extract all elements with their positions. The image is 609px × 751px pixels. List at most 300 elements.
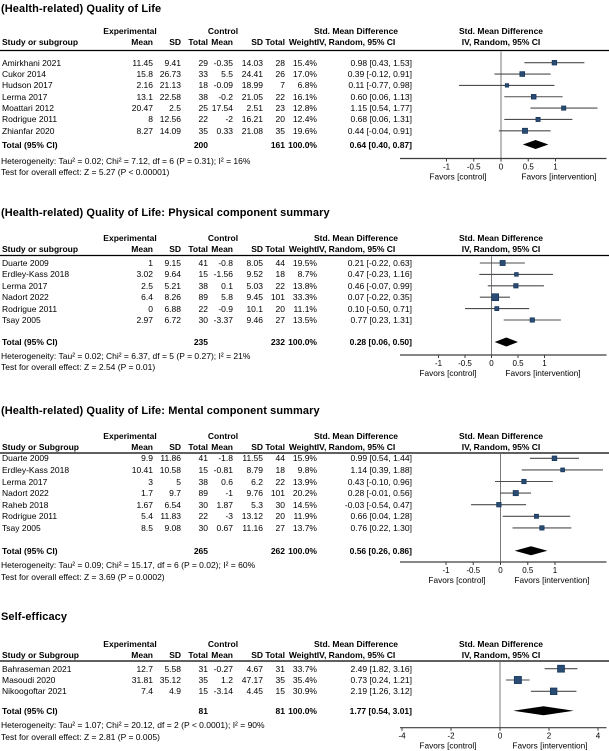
ctrl-total-cell: 20 (275, 114, 285, 125)
exp-mean-cell: 3.02 (136, 269, 153, 280)
total-label: Total (95% CI) (2, 337, 58, 347)
weight-cell: 33.7% (292, 663, 317, 674)
axis-tick-label: -2 (447, 731, 455, 741)
exp-mean-cell: 12.7 (136, 663, 153, 674)
heterogeneity-text: Heterogeneity: Tau² = 0.02; Chi² = 7.12, df = 6 (P = 0.31); I² = 16% (1, 155, 251, 166)
weight-cell: 33.3% (292, 292, 317, 303)
exp-mean-cell: 31.81 (131, 675, 153, 685)
smd-ci-cell: 2.49 [1.82, 3.16] (350, 663, 412, 674)
weight-cell: 14.5% (292, 499, 317, 510)
sd-header: SD (169, 37, 181, 47)
mean-header: Mean (131, 244, 153, 254)
ctrl-total-cell: 28 (275, 57, 285, 68)
total-header: Total (265, 650, 285, 660)
sd-header: SD (251, 244, 263, 254)
ctrl-total-cell: 18 (275, 269, 285, 280)
exp-total-cell: 15 (198, 686, 208, 697)
mean-header: Mean (211, 37, 233, 47)
effect-square (500, 260, 505, 265)
effect-square (530, 318, 534, 322)
ctrl-sd-cell: 47.17 (241, 675, 263, 685)
ctrl-mean-cell: -0.81 (213, 464, 233, 475)
ctrl-total-cell: 44 (275, 453, 285, 464)
study-name: Tsay 2005 (2, 522, 41, 533)
weight-cell: 19.6% (292, 125, 317, 136)
weight-cell: 11.9% (293, 511, 317, 522)
total-ctrl-total: 81 (275, 705, 285, 716)
weight-cell: 9.8% (297, 464, 317, 475)
heterogeneity-text: Heterogeneity: Tau² = 0.09; Chi² = 15.17, df = 6 (P = 0.02); I² = 60% (1, 560, 256, 570)
study-name: Duarte 2009 (2, 258, 49, 268)
ctrl-total-cell: 101 (270, 292, 285, 303)
exp-sd-cell: 6.72 (164, 315, 181, 325)
smd-ci-cell: 0.46 [-0.07, 0.99] (347, 280, 412, 291)
smd-ci-cell: 1.15 [0.54, 1.77] (350, 103, 412, 114)
total-label: Total (95% CI) (2, 545, 58, 556)
exp-mean-cell: 2.16 (136, 80, 153, 91)
study-name: Nadort 2022 (2, 488, 49, 499)
method-header: IV, Random, 95% CI (316, 244, 396, 254)
effect-square (505, 84, 508, 87)
exp-mean-cell: 0 (148, 303, 153, 314)
method-header: IV, Random, 95% CI (316, 37, 396, 47)
ctrl-total-cell: 22 (275, 91, 285, 102)
ctrl-sd-cell: 9.46 (246, 315, 263, 325)
total-weight: 100.0% (288, 545, 317, 556)
ctrl-sd-cell: 16.21 (241, 114, 263, 125)
ctrl-sd-cell: 24.41 (241, 69, 263, 80)
axis-tick-label: -0.5 (466, 162, 481, 172)
ctrl-total-cell: 22 (275, 476, 285, 487)
ctrl-sd-cell: 2.51 (246, 103, 263, 114)
mean-header: Mean (131, 650, 153, 660)
study-name: Lerma 2017 (2, 280, 48, 291)
total-weight: 100.0% (288, 139, 317, 150)
mean-header: Mean (211, 244, 233, 254)
ctrl-mean-cell: 17.54 (211, 103, 233, 114)
ctrl-total-cell: 7 (280, 80, 285, 91)
favors-right-label: Favors [intervention] (512, 740, 588, 751)
exp-total-cell: 38 (198, 280, 208, 291)
overall-test-text: Test for overall effect: Z = 2.81 (P = 0.005) (1, 732, 160, 743)
ctrl-mean-cell: -0.35 (213, 57, 233, 68)
weight-cell: 8.7% (297, 269, 317, 280)
weight-header: Weight (288, 442, 317, 452)
exp-total-cell: 33 (198, 69, 208, 80)
exp-total-cell: 31 (198, 663, 208, 674)
panel-title: (Health-related) Quality of Life: Physical component summary (1, 207, 330, 219)
exp-total-cell: 89 (198, 292, 208, 303)
plot-title-line1: Std. Mean Difference (458, 431, 544, 441)
exp-mean-cell: 11.45 (132, 57, 153, 68)
weight-cell: 11.1% (293, 303, 317, 314)
study-name: Cukor 2014 (2, 69, 46, 80)
ctrl-mean-cell: 0.1 (221, 280, 233, 291)
smd-column-header: Std. Mean Difference (313, 233, 399, 243)
mean-header: Mean (211, 442, 233, 452)
exp-sd-cell: 6.54 (164, 499, 181, 510)
smd-ci-cell: 0.07 [-0.22, 0.35] (347, 292, 412, 303)
smd-ci-cell: 0.68 [0.06, 1.31] (350, 114, 412, 125)
effect-square (534, 514, 538, 518)
smd-ci-cell: -0.03 [-0.54, 0.47] (344, 499, 412, 510)
exp-mean-cell: 2.97 (136, 315, 153, 325)
exp-total-cell: 89 (198, 488, 208, 499)
ctrl-mean-cell: 0.67 (216, 522, 233, 533)
ctrl-total-cell: 18 (275, 464, 285, 475)
ctrl-sd-cell: 10.1 (246, 303, 263, 314)
weight-cell: 13.8% (292, 280, 317, 291)
ctrl-total-cell: 30 (275, 499, 285, 510)
smd-ci-cell: 0.66 [0.04, 1.28] (350, 511, 412, 522)
exp-total-cell: 18 (198, 80, 208, 91)
weight-header: Weight (288, 650, 317, 660)
total-header: Total (265, 244, 285, 254)
ctrl-total-cell: 35 (275, 675, 285, 685)
total-exp-total: 235 (193, 337, 208, 347)
axis-tick-label: 0 (489, 359, 494, 368)
study-name: Moattari 2012 (2, 103, 54, 114)
exp-mean-cell: 6.4 (141, 292, 153, 303)
effect-square (522, 128, 527, 133)
total-weight: 100.0% (288, 705, 317, 716)
control-group-header: Control (207, 233, 239, 243)
smd-ci-cell: 0.73 [0.24, 1.21] (350, 675, 412, 685)
weight-cell: 15.4% (292, 57, 317, 68)
ctrl-mean-cell: -0.09 (213, 80, 233, 91)
effect-square (531, 94, 536, 99)
total-label: Total (95% CI) (2, 139, 58, 150)
smd-ci-cell: 0.99 [0.54, 1.44] (350, 453, 412, 464)
ctrl-sd-cell: 6.2 (251, 476, 263, 487)
smd-ci-cell: 0.76 [0.22, 1.30] (350, 522, 412, 533)
ctrl-total-cell: 23 (275, 103, 285, 114)
ctrl-sd-cell: 8.79 (246, 464, 263, 475)
smd-ci-cell: 0.60 [0.06, 1.13] (350, 91, 412, 102)
smd-column-header: Std. Mean Difference (313, 431, 399, 441)
exp-total-cell: 35 (198, 125, 208, 136)
total-header: Total (188, 650, 208, 660)
exp-mean-cell: 1.7 (141, 488, 153, 499)
exp-total-cell: 22 (198, 303, 208, 314)
favors-left-label: Favors [control] (429, 171, 487, 182)
ctrl-sd-cell: 9.76 (246, 488, 263, 499)
axis-tick-label: -4 (398, 731, 406, 741)
exp-sd-cell: 8.26 (164, 292, 181, 303)
ctrl-sd-cell: 21.08 (241, 125, 263, 136)
sd-header: SD (169, 650, 181, 660)
study-name: Nadort 2022 (2, 292, 49, 303)
ctrl-mean-cell: 1.87 (216, 499, 233, 510)
ctrl-mean-cell: 1.2 (221, 675, 233, 685)
total-ctrl-total: 161 (270, 139, 285, 150)
effect-square (495, 307, 499, 311)
exp-total-cell: 22 (198, 114, 208, 125)
panel-title: (Health-related) Quality of Life (1, 3, 162, 15)
exp-total-cell: 38 (198, 476, 208, 487)
smd-ci-cell: 0.98 [0.43, 1.53] (350, 57, 412, 68)
study-name: Erdley-Kass 2018 (2, 269, 70, 280)
total-exp-total: 200 (193, 139, 208, 150)
weight-cell: 16.1% (292, 91, 317, 102)
study-column-header: Study or subgroup (2, 244, 79, 254)
weight-cell: 6.8% (297, 80, 317, 91)
ctrl-mean-cell: -1.56 (213, 269, 233, 280)
exp-total-cell: 25 (198, 103, 208, 114)
weight-cell: 20.2% (292, 488, 317, 499)
ctrl-mean-cell: -1 (225, 488, 233, 499)
smd-ci-cell: 0.10 [-0.50, 0.71] (347, 303, 412, 314)
smd-ci-cell: 1.14 [0.39, 1.88] (350, 464, 412, 475)
weight-cell: 13.7% (292, 522, 317, 533)
effect-square (536, 117, 540, 121)
ctrl-sd-cell: 9.45 (246, 292, 263, 303)
ctrl-sd-cell: 14.03 (241, 57, 263, 68)
ctrl-sd-cell: 5.3 (251, 499, 263, 510)
pooled-diamond (515, 546, 548, 555)
mean-header: Mean (131, 37, 153, 47)
ctrl-total-cell: 22 (275, 280, 285, 291)
ctrl-mean-cell: 0.33 (216, 125, 233, 136)
total-header: Total (188, 244, 208, 254)
overall-test-text: Test for overall effect: Z = 2.54 (P = 0.01) (1, 362, 156, 372)
mean-header: Mean (131, 442, 153, 452)
ctrl-total-cell: 101 (270, 488, 285, 499)
exp-mean-cell: 8.5 (141, 522, 153, 533)
favors-right-label: Favors [intervention] (521, 171, 597, 182)
ctrl-sd-cell: 4.67 (246, 663, 263, 674)
ctrl-mean-cell: -0.8 (218, 258, 233, 268)
weight-cell: 12.4% (292, 114, 317, 125)
exp-mean-cell: 10.41 (131, 464, 153, 475)
exp-mean-cell: 20.47 (131, 103, 153, 114)
exp-total-cell: 22 (198, 511, 208, 522)
sd-header: SD (251, 442, 263, 452)
exp-sd-cell: 21.13 (159, 80, 181, 91)
experimental-group-header: Experimental (103, 233, 157, 243)
control-group-header: Control (207, 639, 239, 649)
experimental-group-header: Experimental (103, 26, 157, 36)
favors-left-label: Favors [control] (419, 368, 477, 378)
exp-sd-cell: 22.58 (159, 91, 181, 102)
plot-title-line2: IV, Random, 95% CI (461, 37, 541, 47)
study-name: Nikoogoftar 2021 (2, 686, 67, 697)
ctrl-sd-cell: 4.45 (246, 686, 263, 697)
ctrl-sd-cell: 11.55 (242, 453, 263, 464)
study-column-header: Study or Subgroup (2, 650, 79, 660)
effect-square (562, 106, 566, 110)
overall-test-text: Test for overall effect: Z = 5.27 (P < 0.00001) (1, 166, 170, 177)
plot-title-line1: Std. Mean Difference (458, 639, 544, 649)
total-header: Total (265, 37, 285, 47)
exp-mean-cell: 3 (148, 476, 153, 487)
smd-ci-cell: 0.28 [-0.01, 0.56] (347, 488, 412, 499)
exp-sd-cell: 9.64 (164, 269, 181, 280)
ctrl-total-cell: 20 (275, 303, 285, 314)
effect-square (513, 490, 518, 495)
exp-sd-cell: 14.09 (159, 125, 181, 136)
effect-square (492, 294, 499, 301)
ctrl-sd-cell: 11.16 (242, 522, 263, 533)
effect-square (552, 456, 557, 461)
ctrl-mean-cell: -0.27 (213, 663, 233, 674)
effect-square (561, 468, 565, 472)
sd-header: SD (169, 244, 181, 254)
ctrl-total-cell: 35 (275, 125, 285, 136)
smd-ci-cell: 0.39 [-0.12, 0.91] (347, 69, 412, 80)
study-name: Bahraseman 2021 (2, 663, 72, 674)
effect-square (552, 60, 557, 65)
study-name: Duarte 2009 (2, 453, 49, 464)
weight-cell: 13.9% (292, 476, 317, 487)
axis-tick-label: -1 (434, 359, 443, 368)
effect-square (514, 676, 521, 683)
effect-square (514, 284, 518, 288)
favors-right-label: Favors [intervention] (505, 368, 581, 378)
axis-tick-label: -0.5 (458, 359, 472, 368)
exp-total-cell: 30 (198, 522, 208, 533)
plot-title-line2: IV, Random, 95% CI (461, 650, 541, 660)
exp-total-cell: 15 (198, 269, 208, 280)
axis-tick-label: 2 (546, 731, 552, 741)
total-header: Total (188, 442, 208, 452)
study-column-header: Study or subgroup (2, 37, 79, 47)
axis-tick-label: 0.5 (522, 162, 534, 172)
axis-tick-label: 1 (553, 162, 558, 172)
sd-header: SD (169, 442, 181, 452)
study-name: Lerma 2017 (2, 91, 48, 102)
experimental-group-header: Experimental (103, 639, 157, 649)
method-header: IV, Random, 95% CI (316, 442, 396, 452)
exp-mean-cell: 8 (148, 114, 153, 125)
study-name: Tsay 2005 (2, 315, 41, 325)
weight-cell: 13.5% (292, 315, 317, 325)
heterogeneity-text: Heterogeneity: Tau² = 1.07; Chi² = 20.12, df = 2 (P < 0.0001); I² = 90% (1, 720, 265, 731)
study-name: Masoudi 2020 (2, 675, 56, 685)
effect-square (520, 72, 525, 77)
ctrl-total-cell: 20 (275, 511, 285, 522)
ctrl-mean-cell: 5.5 (221, 69, 233, 80)
weight-cell: 30.9% (292, 686, 317, 697)
heterogeneity-text: Heterogeneity: Tau² = 0.02; Chi² = 6.37, df = 5 (P = 0.27); I² = 21% (1, 350, 251, 361)
smd-ci-cell: 0.11 [-0.77, 0.98] (348, 80, 412, 91)
axis-tick-label: 1 (552, 566, 558, 575)
ctrl-sd-cell: 21.05 (241, 91, 263, 102)
favors-right-label: Favors [intervention] (514, 575, 590, 585)
study-column-header: Study or Subgroup (2, 442, 79, 452)
axis-tick-label: 4 (595, 731, 601, 741)
exp-sd-cell: 9.08 (164, 522, 181, 533)
total-smd-ci: 0.28 [0.06, 0.50] (349, 337, 412, 347)
ctrl-total-cell: 27 (275, 522, 285, 533)
exp-mean-cell: 13.1 (136, 91, 153, 102)
smd-ci-cell: 0.44 [-0.04, 0.91] (347, 125, 412, 136)
total-exp-total: 81 (198, 705, 208, 716)
ctrl-mean-cell: -3.37 (213, 315, 233, 325)
exp-total-cell: 41 (198, 258, 208, 268)
pooled-diamond (523, 140, 549, 149)
study-name: Rodrigue 2011 (2, 511, 58, 522)
smd-ci-cell: 2.19 [1.26, 3.12] (350, 686, 412, 697)
exp-sd-cell: 4.9 (169, 686, 181, 697)
axis-tick-label: 0.5 (522, 566, 534, 575)
total-ctrl-total: 232 (270, 337, 285, 347)
smd-column-header: Std. Mean Difference (313, 26, 399, 36)
weight-cell: 15.9% (292, 453, 317, 464)
exp-sd-cell: 12.56 (159, 114, 181, 125)
ctrl-sd-cell: 9.52 (246, 269, 263, 280)
total-header: Total (265, 442, 285, 452)
total-weight: 100.0% (288, 337, 317, 347)
ctrl-sd-cell: 5.03 (246, 280, 263, 291)
total-smd-ci: 0.56 [0.26, 0.86] (349, 545, 412, 556)
effect-square (522, 479, 526, 483)
exp-total-cell: 30 (198, 315, 208, 325)
ctrl-mean-cell: -2 (225, 114, 233, 125)
smd-column-header: Std. Mean Difference (313, 639, 399, 649)
mean-header: Mean (211, 650, 233, 660)
exp-sd-cell: 26.73 (159, 69, 181, 80)
smd-ci-cell: 0.77 [0.23, 1.31] (350, 315, 412, 325)
effect-square (550, 688, 557, 695)
study-name: Hudson 2017 (2, 80, 53, 91)
ctrl-mean-cell: -0.9 (218, 303, 233, 314)
axis-tick-label: 0 (498, 566, 503, 575)
study-name: Erdley-Kass 2018 (2, 464, 70, 475)
effect-square (497, 502, 501, 506)
weight-cell: 17.0% (292, 69, 317, 80)
plot-title-line1: Std. Mean Difference (458, 233, 544, 243)
study-name: Zhianfar 2020 (2, 125, 55, 136)
exp-total-cell: 38 (198, 91, 208, 102)
effect-square (540, 526, 544, 530)
sd-header: SD (251, 650, 263, 660)
exp-sd-cell: 11.86 (160, 453, 181, 464)
exp-total-cell: 15 (198, 464, 208, 475)
exp-mean-cell: 7.4 (141, 686, 153, 697)
smd-ci-cell: 0.43 [-0.10, 0.96] (347, 476, 412, 487)
ctrl-mean-cell: -1.8 (218, 453, 233, 464)
effect-square (558, 665, 565, 672)
total-ctrl-total: 262 (270, 545, 285, 556)
weight-cell: 19.5% (292, 258, 317, 268)
exp-sd-cell: 2.5 (169, 103, 181, 114)
exp-sd-cell: 5 (176, 476, 181, 487)
ctrl-mean-cell: 5.8 (221, 292, 233, 303)
ctrl-mean-cell: -0.2 (218, 91, 233, 102)
axis-tick-label: 0 (498, 162, 504, 172)
axis-tick-label: -0.5 (466, 566, 481, 575)
total-header: Total (188, 37, 208, 47)
exp-mean-cell: 9.9 (141, 453, 153, 464)
exp-total-cell: 29 (198, 57, 208, 68)
exp-mean-cell: 1.67 (136, 499, 153, 510)
exp-sd-cell: 5.21 (164, 280, 181, 291)
study-name: Rodrigue 2011 (2, 303, 58, 314)
ctrl-mean-cell: 0.6 (221, 476, 233, 487)
axis-tick-label: 0 (497, 731, 503, 741)
pooled-diamond (513, 706, 574, 715)
method-header: IV, Random, 95% CI (316, 650, 396, 660)
ctrl-total-cell: 27 (275, 315, 285, 325)
exp-mean-cell: 1 (148, 258, 153, 268)
control-group-header: Control (207, 431, 239, 441)
exp-mean-cell: 15.8 (136, 69, 153, 80)
exp-total-cell: 41 (198, 453, 208, 464)
ctrl-total-cell: 31 (275, 663, 285, 674)
ctrl-total-cell: 44 (275, 258, 285, 268)
panel-title: Self-efficacy (1, 611, 68, 623)
